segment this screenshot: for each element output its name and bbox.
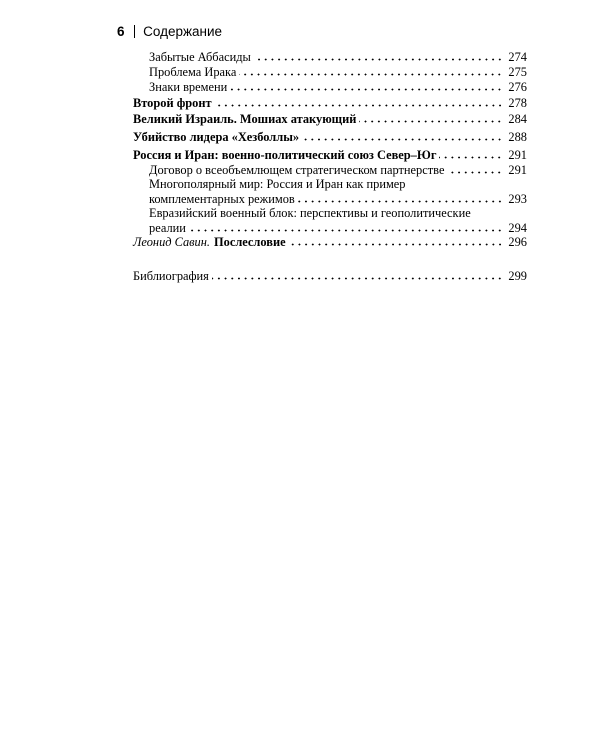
toc-entry-title-line2: реалии <box>149 221 186 235</box>
toc-entry-multipolar-world[interactable] <box>149 177 527 206</box>
toc-entry-title: Библиография <box>133 269 209 283</box>
dot-leader <box>230 88 503 91</box>
toc-entry-page: 291 <box>508 148 527 162</box>
toc-entry-page: 288 <box>508 130 527 144</box>
dot-leader <box>215 104 503 107</box>
dot-leader <box>212 277 503 280</box>
dot-leader <box>439 156 503 159</box>
toc-entry-page: 274 <box>508 50 527 64</box>
toc-entry-afterword[interactable] <box>133 235 527 249</box>
toc-entry-title: Великий Израиль. Мошиах атакующий <box>133 112 357 126</box>
toc-entry-title-line1: Евразийский военный блок: перспективы и геополитические <box>149 206 471 220</box>
toc-entry-page: 278 <box>508 96 527 110</box>
dot-leader <box>447 171 503 174</box>
header-page-number: 6 <box>117 23 125 39</box>
toc-entry-signs-of-time[interactable] <box>149 80 527 94</box>
toc-entry-title: Забытые Аббасиды <box>149 50 251 64</box>
toc-entry-title-line1: Многополярный мир: Россия и Иран как пример <box>149 177 406 191</box>
header-divider <box>134 25 136 38</box>
dot-leader <box>359 120 503 123</box>
toc-entry-title: Знаки времени <box>149 80 228 94</box>
toc-entry-page: 296 <box>508 235 527 249</box>
toc-entry-title-line2: комплементарных режимов <box>149 192 295 206</box>
toc-entry-page: 299 <box>508 269 527 283</box>
afterword-title: Послесловие <box>214 235 286 249</box>
toc-entry-title: Проблема Ирака <box>149 65 237 79</box>
dot-leader <box>189 229 503 232</box>
toc-entry-page: 291 <box>508 163 527 177</box>
toc-entry-second-front[interactable] <box>133 96 527 110</box>
toc-entry-title: Убийство лидера «Хезболлы» <box>133 130 300 144</box>
toc-entry-page: 284 <box>508 112 527 126</box>
toc-entry-page: 293 <box>508 192 527 206</box>
toc-entry-greater-israel[interactable] <box>133 112 527 126</box>
toc-entry-eurasian-bloc[interactable] <box>149 206 527 235</box>
toc-entry-page: 276 <box>508 80 527 94</box>
toc-entry-title <box>133 235 288 249</box>
toc-entry-page: 275 <box>508 65 527 79</box>
toc-entry-title: Договор о всеобъемлющем стратегическом партнерстве <box>149 163 445 177</box>
running-header <box>117 21 222 41</box>
dot-leader <box>254 58 503 61</box>
toc-entry-russia-iran[interactable] <box>133 148 527 162</box>
toc-entry-title: Россия и Иран: военно-политический союз Север–Юг <box>133 148 437 162</box>
toc-entry-bibliography[interactable] <box>133 269 527 283</box>
toc-entry-iraq[interactable] <box>149 65 527 79</box>
dot-leader <box>289 243 503 246</box>
toc-entry-partnership-treaty[interactable] <box>149 163 527 177</box>
dot-leader <box>239 73 503 76</box>
toc-entry-abbasids[interactable] <box>149 50 527 64</box>
toc-entry-hezbollah[interactable] <box>133 130 527 144</box>
toc-entry-title: Второй фронт <box>133 96 212 110</box>
afterword-author: Леонид Савин. <box>133 235 210 249</box>
dot-leader <box>302 138 503 141</box>
header-section-title: Содержание <box>143 23 223 39</box>
dot-leader <box>298 200 503 203</box>
toc-entry-page: 294 <box>508 221 527 235</box>
